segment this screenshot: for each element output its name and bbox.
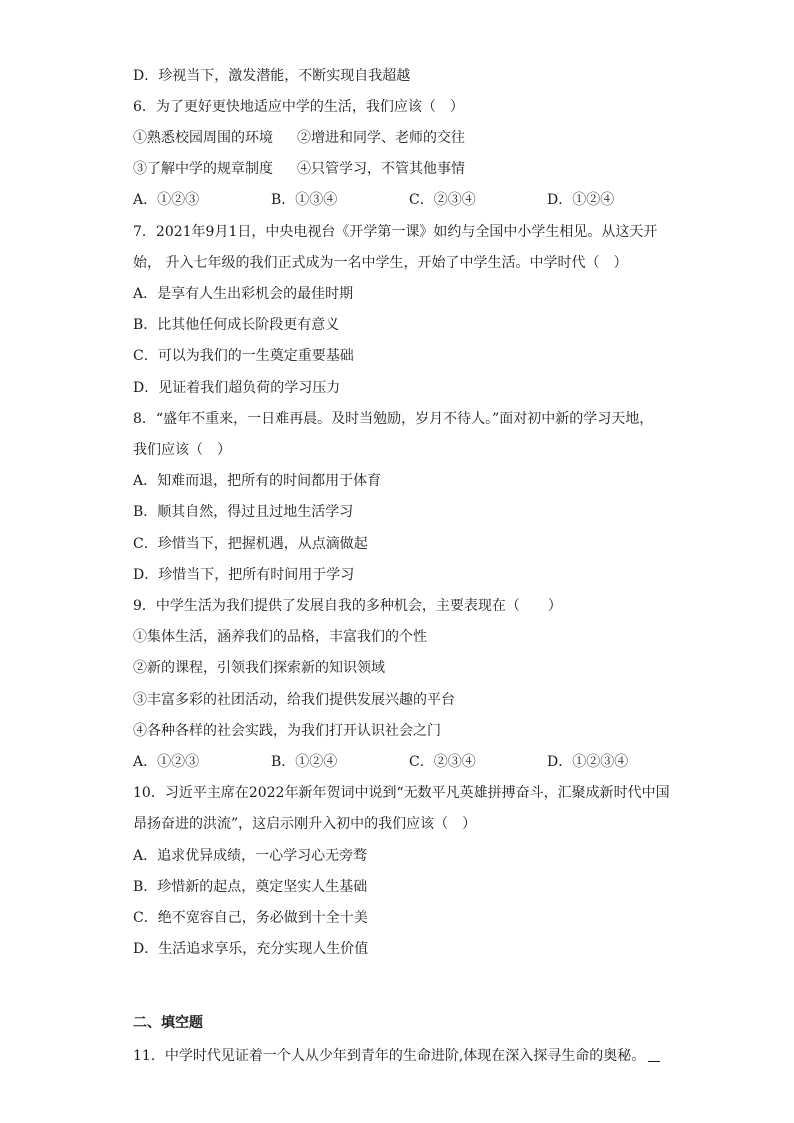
q6-stem: 6．为了更好更快地适应中学的生活，我们应该（ ）: [133, 99, 464, 115]
q8-option-c: C．珍惜当下，把握机遇，从点滴做起: [133, 536, 368, 552]
q8-stem-line1: 8．“盛年不重来，一日难再晨。及时当勉励，岁月不待人。”面对初中新的学习天地，: [133, 411, 654, 427]
q6-option-c: C．②③④: [409, 192, 476, 208]
section-heading-fill-in: 二、填空题: [133, 1015, 203, 1031]
q8-option-a: A．知难而退，把所有的时间都用于体育: [133, 473, 382, 489]
q7-stem-line1: 7．2021年9月1日，中央电视台《开学第一课》如约与全国中小学生相见。从这天开: [133, 224, 658, 240]
q6-item-4: ④只管学习，不管其他事情: [297, 161, 465, 177]
q9-item-2: ②新的课程，引领我们探索新的知识领域: [133, 660, 385, 676]
q7-option-c: C．可以为我们的一生奠定重要基础: [133, 348, 354, 364]
q8-stem-line2: 我们应该（ ）: [133, 442, 231, 458]
q7-stem-line2: 始， 升入七年级的我们正式成为一名中学生，开始了中学生活。中学时代（ ）: [133, 255, 628, 271]
q6-option-a: A．①②③: [133, 192, 200, 208]
q6-option-b: B．①③④: [271, 192, 338, 208]
q10-stem-line1: 10．习近平主席在2022年新年贺词中说到“无数平凡英雄拼搏奋斗，汇聚成新时代中国: [133, 785, 670, 801]
q10-option-b: B．珍惜新的起点，奠定坚实人生基础: [133, 879, 368, 895]
q10-stem-line2: 昂扬奋进的洪流”，这启示刚升入初中的我们应该（ ）: [133, 816, 477, 832]
q9-item-3: ③丰富多彩的社团活动，给我们提供发展兴趣的平台: [133, 692, 455, 708]
q6-item-2: ②增进和同学、老师的交往: [297, 130, 465, 146]
q9-option-d: D．①②③④: [547, 754, 629, 770]
q9-item-4: ④各种各样的社会实践，为我们打开认识社会之门: [133, 723, 441, 739]
q9-stem: 9．中学生活为我们提供了发展自我的多种机会，主要表现在（ ）: [133, 598, 562, 614]
q9-option-b: B．①②④: [271, 754, 338, 770]
q11-answer-blank[interactable]: [648, 1060, 660, 1062]
q8-option-b: B．顺其自然，得过且过地生活学习: [133, 504, 354, 520]
q10-option-c: C．绝不宽容自己，务必做到十全十美: [133, 910, 368, 926]
q11-stem: 11．中学时代见证着一个人从少年到青年的生命进阶,体现在深入探寻生命的奥秘。: [133, 1048, 646, 1064]
q10-option-d: D．生活追求享乐，充分实现人生价值: [133, 941, 369, 957]
q7-option-b: B．比其他任何成长阶段更有意义: [133, 317, 340, 333]
q9-option-a: A．①②③: [133, 754, 200, 770]
q7-option-a: A．是享有人生出彩机会的最佳时期: [133, 286, 354, 302]
q6-item-3: ③了解中学的规章制度: [133, 161, 273, 177]
q5-option-d: D．珍视当下，激发潜能，不断实现自我超越: [133, 68, 411, 84]
q9-item-1: ①集体生活，涵养我们的品格，丰富我们的个性: [133, 629, 427, 645]
q8-option-d: D．珍惜当下，把所有时间用于学习: [133, 567, 355, 583]
q6-option-d: D．①②④: [547, 192, 615, 208]
q6-item-1: ①熟悉校园周围的环境: [133, 130, 273, 146]
q10-option-a: A．追求优异成绩，一心学习心无旁骛: [133, 848, 368, 864]
q7-option-d: D．见证着我们超负荷的学习压力: [133, 380, 341, 396]
q9-option-c: C．②③④: [409, 754, 476, 770]
